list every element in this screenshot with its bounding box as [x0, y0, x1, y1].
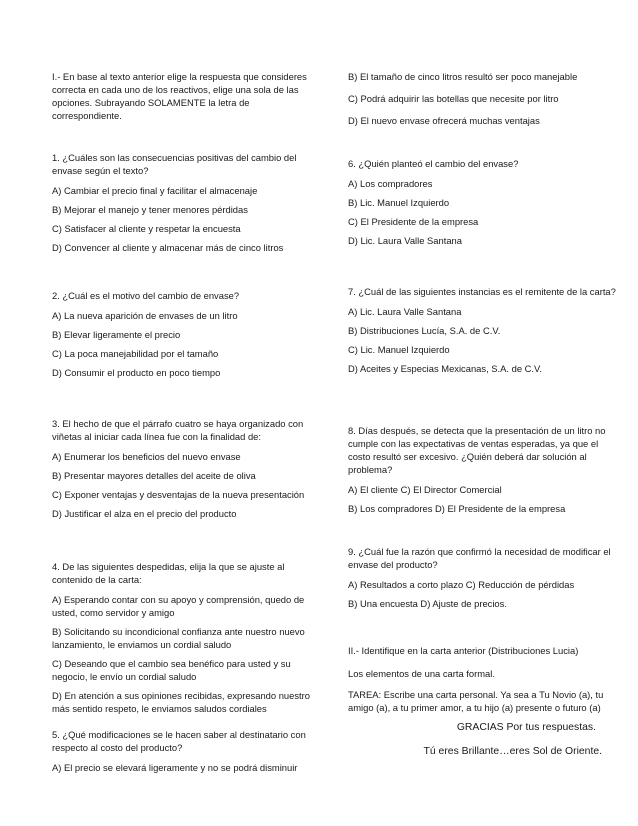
q4-option-c[interactable]: C) Deseando que el cambio sea benéfico para usted y su negocio, le envío un cordial saludo — [52, 657, 291, 682]
q3-option-b[interactable]: B) Presentar mayores detalles del aceite de oliva — [52, 469, 256, 481]
q5-option-d[interactable]: D) El nuevo envase ofrecerá muchas ventajas — [348, 114, 540, 126]
question-8-text: 8. Días después, se detecta que la presentación de un litro no cumple con las expectativas de ventas esperadas, ya que el costo resultó ser excesivo. ¿Quién deberá dar solución al problema? — [348, 425, 606, 475]
q4-option-a[interactable]: A) Esperando contar con su apoyo y comprensión, quedo de usted, como servidor y amigo — [52, 593, 305, 618]
q7-option-d[interactable]: D) Aceites y Especias Mexicanas, S.A. de C.V. — [348, 362, 543, 374]
q4-option-b[interactable]: B) Solicitando su incondicional confianza ante nuestro nuevo lanzamiento, le enviamos un cordial saludo — [52, 625, 305, 650]
q7-option-c[interactable]: C) Lic. Manuel Izquierdo — [348, 343, 450, 355]
question-2-text: 2. ¿Cuál es el motivo del cambio de envase? — [52, 290, 240, 301]
question-6 — [348, 158, 616, 254]
closing-block — [348, 721, 616, 760]
question-5-continued — [348, 71, 616, 134]
question-1 — [52, 152, 314, 261]
q9-options-a-c[interactable]: A) Resultados a corto plazo C) Reducción de pérdidas — [348, 578, 575, 590]
q6-option-d[interactable]: D) Lic. Laura Valle Santana — [348, 234, 462, 246]
question-3 — [52, 418, 314, 527]
homework-text: TAREA: Escribe una carta personal. Ya sea a Tu Novio (a), tu amigo (a), a tu primer amor, a tu hijo (a) presente o futuro (a) — [348, 688, 604, 713]
question-5 — [52, 729, 314, 781]
question-1-text: 1. ¿Cuáles son las consecuencias positivas del cambio del envase según el texto? — [52, 152, 297, 176]
question-6-text: 6. ¿Quién planteó el cambio del envase? — [348, 158, 519, 169]
question-9-text: 9. ¿Cuál fue la razón que confirmó la necesidad de modificar el envase del producto? — [348, 546, 611, 570]
question-7 — [348, 286, 616, 382]
question-4 — [52, 561, 314, 722]
q1-option-a[interactable]: A) Cambiar el precio final y facilitar el almacenaje — [52, 184, 258, 196]
q7-option-b[interactable]: B) Distribuciones Lucía, S.A. de C.V. — [348, 324, 501, 336]
motto-line: Tú eres Brillante…eres Sol de Oriente. — [423, 746, 602, 758]
q9-options-b-d[interactable]: B) Una encuesta D) Ajuste de precios. — [348, 597, 507, 609]
question-9 — [348, 546, 616, 617]
question-4-text: 4. De las siguientes despedidas, elija la que se ajuste al contenido de la carta: — [52, 561, 285, 585]
q1-option-d[interactable]: D) Convencer al cliente y almacenar más de cinco litros — [52, 241, 284, 253]
part-2-block — [348, 645, 616, 721]
q5-option-a[interactable]: A) El precio se elevará ligeramente y no se podrá disminuir — [52, 761, 298, 773]
q2-option-a[interactable]: A) La nueva aparición de envases de un litro — [52, 309, 238, 321]
q3-option-c[interactable]: C) Exponer ventajas y desventajas de la nueva presentación — [52, 488, 305, 500]
q6-option-c[interactable]: C) El Presidente de la empresa — [348, 215, 479, 227]
q4-option-d[interactable]: D) En atención a sus opiniones recibidas, expresando nuestro más sentido respeto, le enviamos saludos cordiales — [52, 689, 310, 714]
q1-option-b[interactable]: B) Mejorar el manejo y tener menores pérdidas — [52, 203, 248, 215]
part-2-title: II.- Identifique en la carta anterior (Distribuciones Lucia) — [348, 645, 579, 656]
q6-option-a[interactable]: A) Los compradores — [348, 177, 433, 189]
part-2-instruction: Los elementos de una carta formal. — [348, 667, 495, 679]
q3-option-d[interactable]: D) Justificar el alza en el precio del producto — [52, 507, 237, 519]
question-8 — [348, 425, 616, 522]
instructions-text: I.- En base al texto anterior elige la respuesta que consideres correcta en cada uno de los reactivos, elige una sola de las opciones. Subrayando SOLAMENTE la letra de correspondiente. — [52, 71, 307, 121]
q6-option-b[interactable]: B) Lic. Manuel Izquierdo — [348, 196, 450, 208]
q8-options-b-d[interactable]: B) Los compradores D) El Presidente de la empresa — [348, 502, 566, 514]
q5-option-b[interactable]: B) El tamaño de cinco litros resultó ser poco manejable — [348, 71, 578, 82]
question-7-text: 7. ¿Cuál de las siguientes instancias es el remitente de la carta? — [348, 286, 616, 297]
question-2 — [52, 290, 314, 386]
question-3-text: 3. El hecho de que el párrafo cuatro se haya organizado con viñetas al iniciar cada línea fue con la finalidad de: — [52, 418, 304, 442]
q1-option-c[interactable]: C) Satisfacer al cliente y respetar la encuesta — [52, 222, 241, 234]
instructions-block — [52, 71, 314, 129]
q2-option-c[interactable]: C) La poca manejabilidad por el tamaño — [52, 347, 219, 359]
q5-option-c[interactable]: C) Podrá adquirir las botellas que necesite por litro — [348, 92, 559, 104]
q7-option-a[interactable]: A) Lic. Laura Valle Santana — [348, 305, 462, 317]
question-5-text: 5. ¿Qué modificaciones se le hacen saber al destinatario con respecto al costo del producto? — [52, 729, 306, 753]
q3-option-a[interactable]: A) Enumerar los beneficios del nuevo envase — [52, 450, 241, 462]
q2-option-b[interactable]: B) Elevar ligeramente el precio — [52, 328, 181, 340]
q2-option-d[interactable]: D) Consumir el producto en poco tiempo — [52, 366, 221, 378]
q8-options-a-c[interactable]: A) El cliente C) El Director Comercial — [348, 483, 502, 495]
thanks-line: GRACIAS Por tus respuestas. — [456, 722, 596, 733]
